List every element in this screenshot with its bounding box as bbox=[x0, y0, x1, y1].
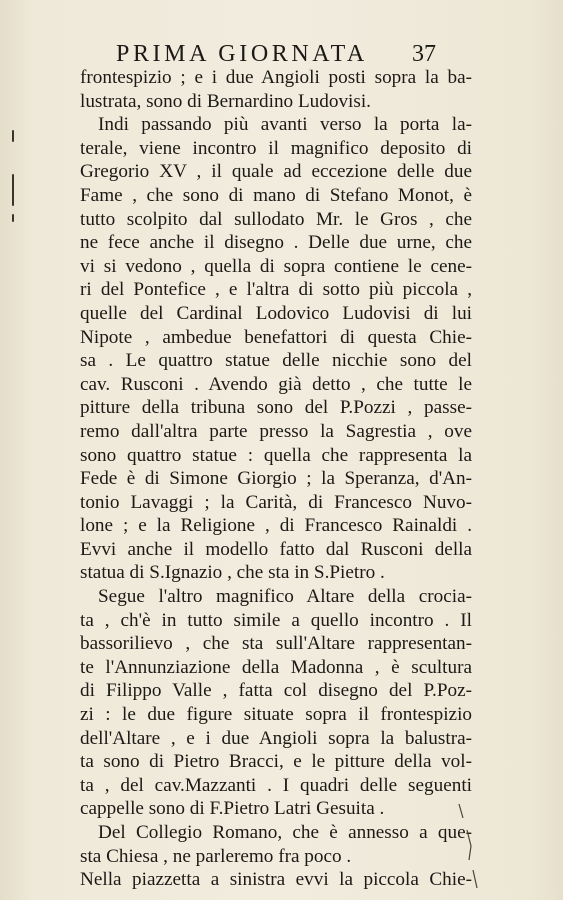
text-line: ta , ch'è in tutto simile a quello incontro . Il bbox=[80, 609, 472, 631]
page-number: 37 bbox=[412, 41, 436, 67]
text-line: Segue l'altro magnifico Altare della crocia- bbox=[98, 586, 472, 608]
text-line: lustrata, sono di Bernardino Ludovisi. bbox=[80, 90, 371, 112]
text-line: remo dall'altra parte presso la Sagrestia , ove bbox=[80, 420, 472, 442]
text-line: ri del Pontefice , e l'altra di sotto più piccola , bbox=[80, 279, 472, 301]
text-line: ne fece anche il disegno . Delle due urne, che bbox=[80, 232, 472, 254]
text-line: sa . Le quattro statue delle nicchie sono del bbox=[80, 350, 472, 372]
text-line: Del Collegio Romano, che è annesso a que- bbox=[98, 822, 472, 843]
text-line: bassorilievo , che sta sull'Altare rappresentan- bbox=[80, 633, 472, 655]
text-line: Fede è di Simone Giorgio ; la Speranza, d'An- bbox=[80, 468, 472, 490]
running-head-title: PRIMA GIORNATA bbox=[116, 41, 368, 67]
text-line: lone ; e la Religione , di Francesco Rainaldi . bbox=[80, 515, 472, 537]
text-line: cav. Rusconi . Avendo già detto , che tutte le bbox=[80, 373, 472, 395]
text-line: te l'Annunziazione della Madonna , è scultura bbox=[80, 656, 472, 678]
text-line: Indi passando più avanti verso la porta la- bbox=[98, 114, 472, 136]
text-line: dell'Altare , e i due Angioli sopra la balustra- bbox=[80, 727, 472, 749]
margin-marks bbox=[10, 130, 18, 240]
margin-mark bbox=[12, 214, 14, 222]
text-line: di Filippo Valle , fatta col disegno del P.Poz- bbox=[80, 680, 472, 702]
margin-scribble bbox=[453, 800, 493, 895]
text-line: Gregorio XV , il quale ad eccezione delle due bbox=[80, 161, 472, 183]
text-line: tonio Lavaggi ; la Carità, di Francesco Nuvo- bbox=[80, 491, 472, 513]
text-line: frontespizio ; e i due Angioli posti sopra la ba- bbox=[80, 67, 472, 88]
text-line: sta Chiesa , ne parleremo fra poco . bbox=[80, 845, 352, 867]
text-line: Fame , che sono di mano di Stefano Monot, è bbox=[80, 184, 472, 206]
margin-mark bbox=[12, 130, 14, 142]
body-text bbox=[80, 66, 472, 892]
margin-mark bbox=[12, 174, 14, 206]
text-line: Nella piazzetta a sinistra evvi la piccola Chie- bbox=[80, 869, 472, 891]
text-line: Nipote , ambedue benefattori di questa Chie- bbox=[80, 326, 472, 348]
text-line: pitture della tribuna sono del P.Pozzi , passe- bbox=[80, 397, 472, 419]
text-line: Evvi anche il modello fatto dal Rusconi della bbox=[80, 538, 472, 560]
text-line: ta , del cav.Mazzanti . I quadri delle seguenti bbox=[80, 774, 472, 796]
text-line: zi : le due figure situate sopra il frontespizio bbox=[80, 704, 472, 726]
text-line: statua di S.Ignazio , che sta in S.Pietro . bbox=[80, 562, 385, 584]
text-line: terale, viene incontro il magnifico deposito di bbox=[80, 137, 472, 159]
text-line: ta sono di Pietro Bracci, e le pitture della vol- bbox=[80, 751, 472, 773]
text-line: quelle del Cardinal Lodovico Ludovisi di lui bbox=[80, 302, 472, 324]
text-line: vi si vedono , quella di sopra contiene le cene- bbox=[80, 255, 472, 277]
text-line: cappelle sono di F.Pietro Latri Gesuita . bbox=[80, 798, 385, 820]
text-line: sono quattro statue : quella che rappresenta la bbox=[80, 444, 472, 466]
text-line: tutto scolpito dal sullodato Mr. le Gros , che bbox=[80, 208, 472, 230]
